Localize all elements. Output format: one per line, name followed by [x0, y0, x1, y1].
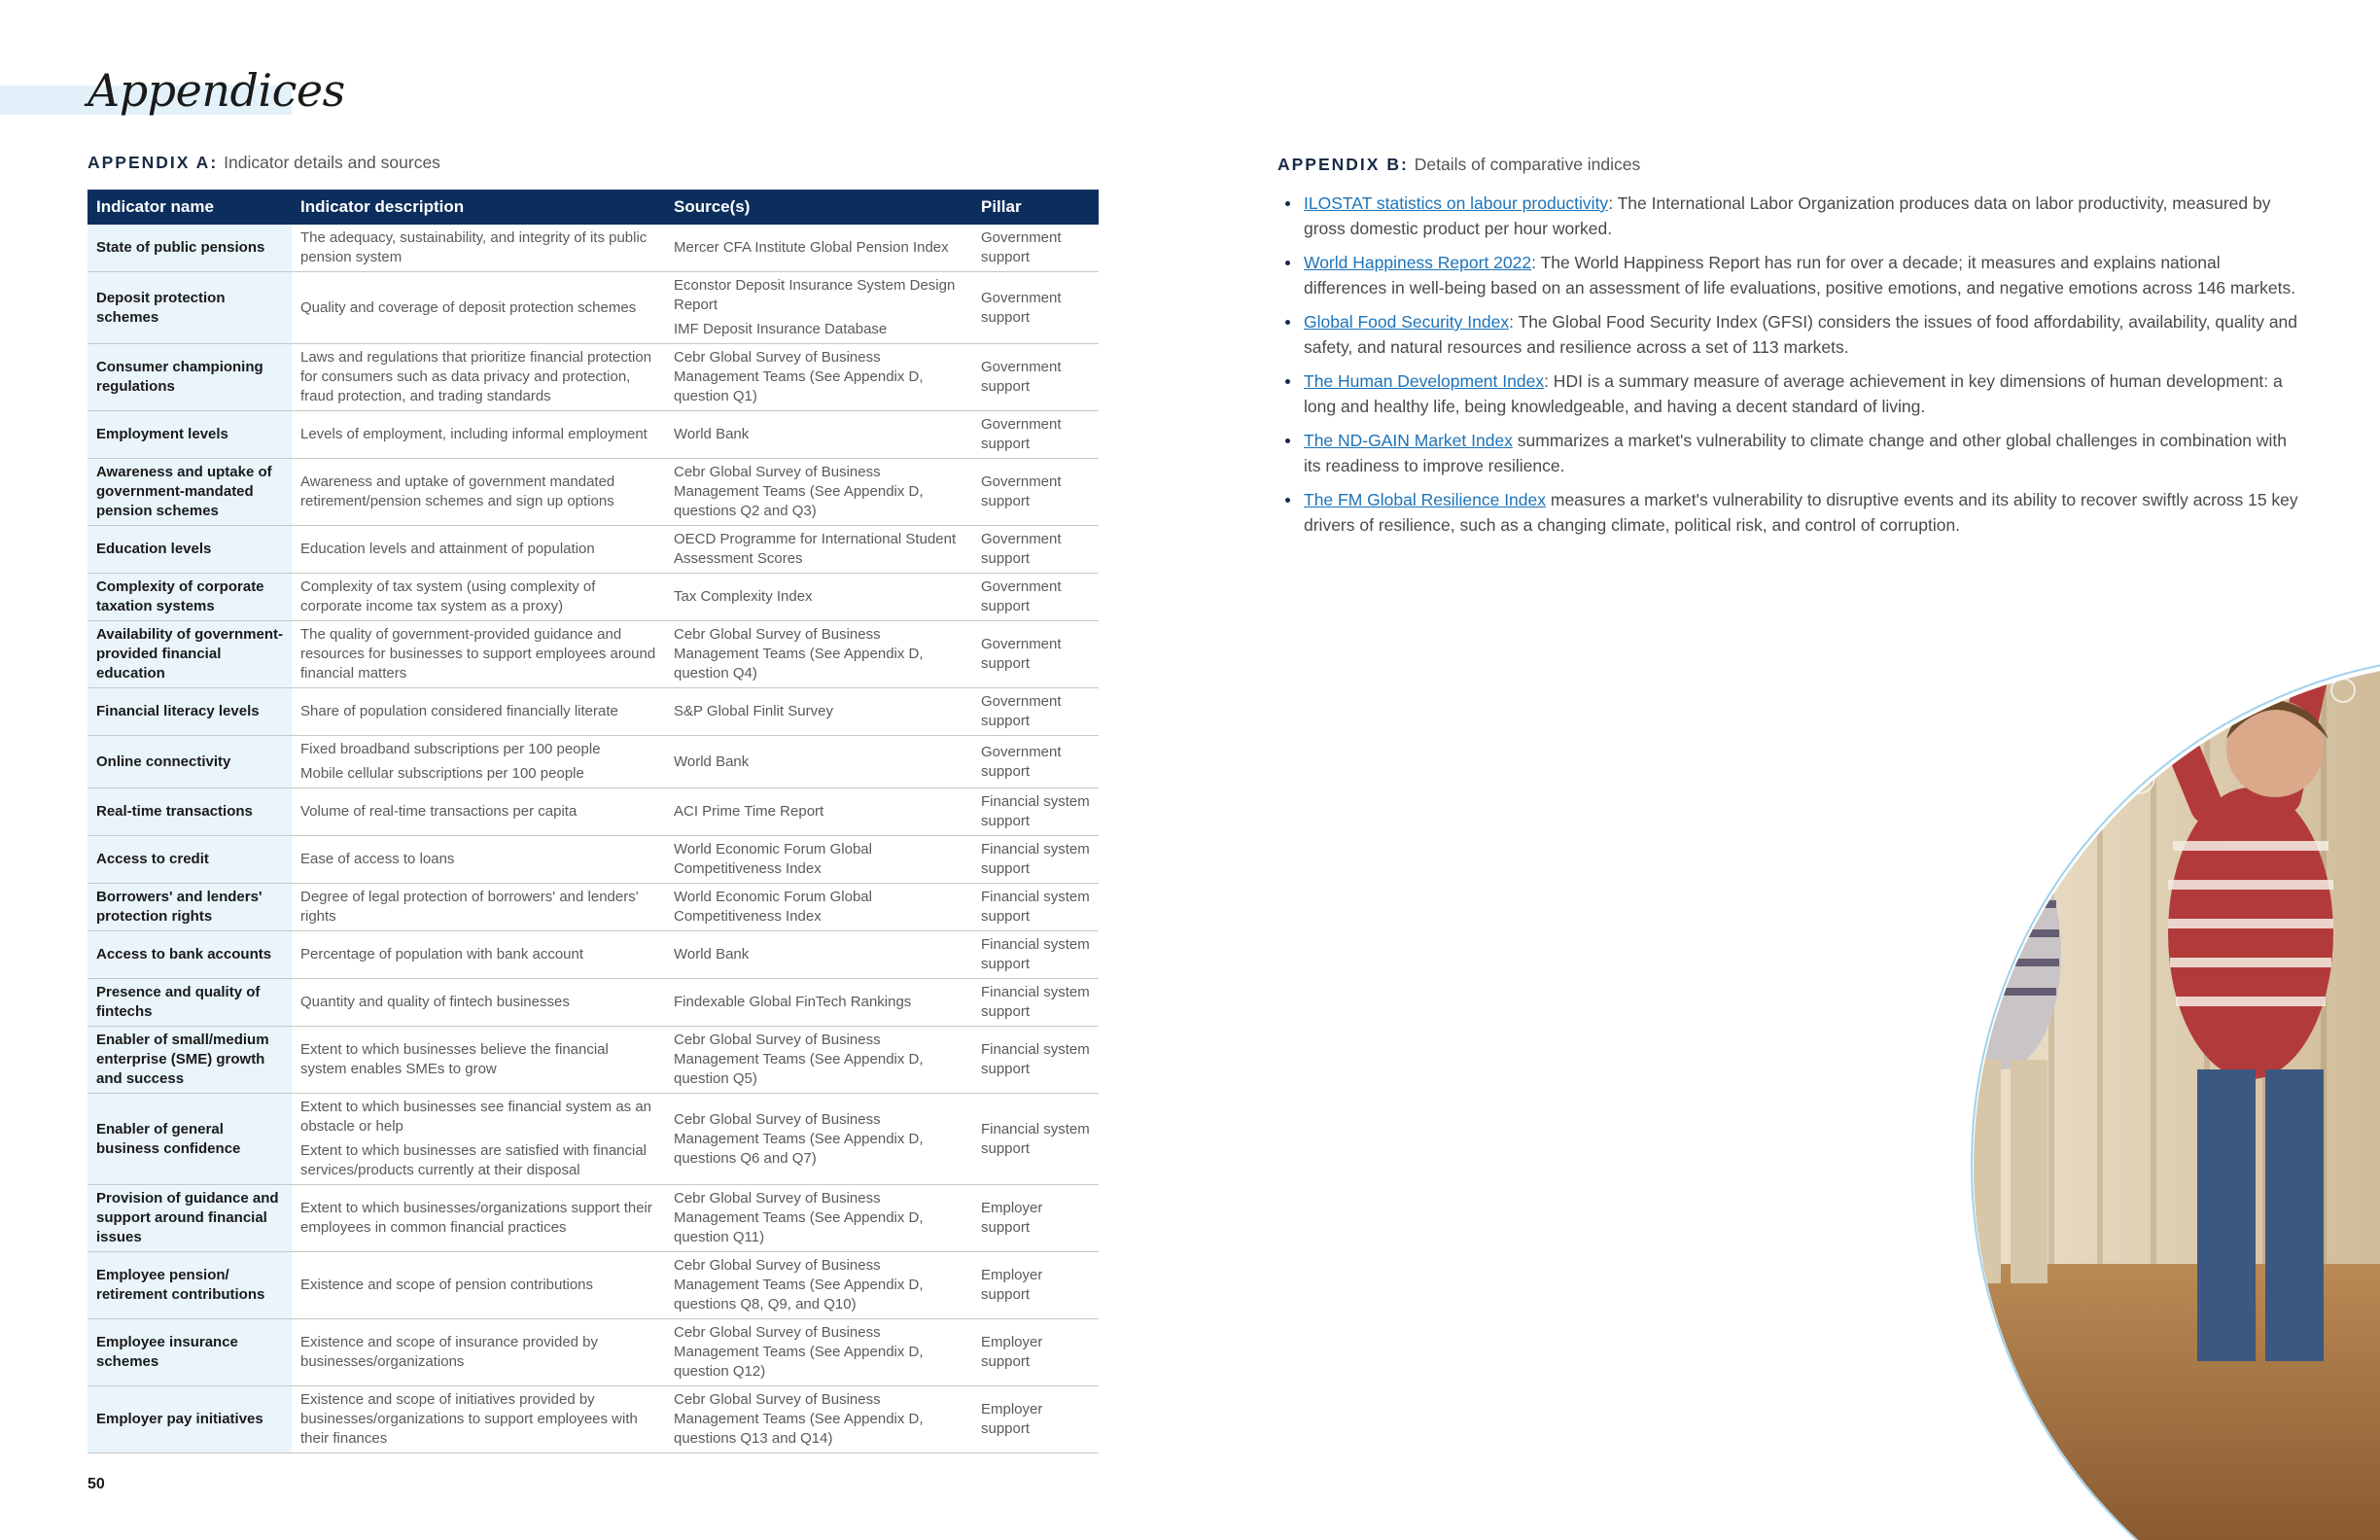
- source-cell: [665, 1027, 972, 1094]
- pillar-cell: Financial system support: [972, 788, 1099, 836]
- source-cell: [665, 979, 972, 1027]
- description-line: Quality and coverage of deposit protection schemes: [300, 298, 637, 316]
- description-line: Fixed broadband subscriptions per 100 people: [300, 741, 601, 757]
- appendix-a-heading: [88, 153, 440, 173]
- pillar-cell: Government support: [972, 736, 1099, 788]
- indicator-name-cell: Consumer championing regulations: [88, 344, 292, 411]
- pillar-cell: Financial system support: [972, 884, 1099, 931]
- indicator-description-cell: [292, 1094, 665, 1185]
- source-line: ACI Prime Time Report: [674, 803, 824, 820]
- description-line: Awareness and uptake of government mandated retirement/pension schemes and sign up options: [300, 473, 615, 509]
- pillar-cell: Employer support: [972, 1252, 1099, 1319]
- pillar-cell: Government support: [972, 411, 1099, 459]
- source-line: Cebr Global Survey of Business Management Teams (See Appendix D, questions Q2 and Q3): [674, 464, 924, 519]
- indicator-description-cell: [292, 225, 665, 272]
- appendix-b-heading: [1278, 155, 1640, 175]
- indicator-description-cell: [292, 884, 665, 931]
- pillar-cell: Government support: [972, 688, 1099, 736]
- indicator-name-cell: Employee insurance schemes: [88, 1319, 292, 1386]
- pillar-cell: Financial system support: [972, 836, 1099, 884]
- source-cell: [665, 1386, 972, 1453]
- description-line: Percentage of population with bank account: [300, 946, 584, 962]
- description-line: Ease of access to loans: [300, 851, 455, 867]
- description-line: Education levels and attainment of population: [300, 541, 595, 557]
- source-cell: [665, 688, 972, 736]
- index-description: : The World Happiness Report has run for over a decade; it measures and explains national differences in well-being based on an assessment of life evaluations, positive emotions, and negative emotions across 146 markets.: [1304, 253, 2296, 298]
- table-row: [88, 1027, 1099, 1094]
- page-number: 50: [88, 1476, 105, 1492]
- source-line: Cebr Global Survey of Business Management Teams (See Appendix D, questions Q8, Q9, and Q10): [674, 1257, 924, 1312]
- source-line: Cebr Global Survey of Business Management Teams (See Appendix D, question Q11): [674, 1190, 924, 1245]
- source-cell: [665, 272, 972, 344]
- index-link[interactable]: The FM Global Resilience Index: [1304, 490, 1546, 509]
- column-header: Indicator description: [292, 190, 665, 225]
- source-cell: [665, 411, 972, 459]
- indicator-description-cell: [292, 931, 665, 979]
- indicator-description-cell: [292, 736, 665, 788]
- indicator-description-cell: [292, 272, 665, 344]
- pillar-cell: Employer support: [972, 1185, 1099, 1252]
- source-cell: [665, 836, 972, 884]
- description-line: Degree of legal protection of borrowers' and lenders' rights: [300, 889, 639, 925]
- description-line: Mobile cellular subscriptions per 100 people: [300, 765, 584, 782]
- source-line: IMF Deposit Insurance Database: [674, 321, 888, 337]
- table-row: [88, 836, 1099, 884]
- index-link[interactable]: ILOSTAT statistics on labour productivity: [1304, 193, 1609, 213]
- indicator-description-cell: [292, 344, 665, 411]
- indicator-description-cell: [292, 1185, 665, 1252]
- source-cell: [665, 788, 972, 836]
- indicator-description-cell: [292, 688, 665, 736]
- indicator-name-cell: Access to credit: [88, 836, 292, 884]
- indicator-description-cell: [292, 574, 665, 621]
- index-description: measures a market's vulnerability to disruptive events and its ability to recover swiftly across 15 key drivers of resilience, such as a changing climate, political risk, and control of corruption.: [1304, 490, 2298, 535]
- source-cell: [665, 225, 972, 272]
- description-line: Quantity and quality of fintech businesses: [300, 994, 570, 1010]
- table-row: [88, 1319, 1099, 1386]
- table-row: [88, 411, 1099, 459]
- source-cell: [665, 1185, 972, 1252]
- indicator-table: [88, 190, 1099, 1453]
- indicator-name-cell: Deposit protection schemes: [88, 272, 292, 344]
- indicator-description-cell: [292, 788, 665, 836]
- list-item: [1281, 368, 2302, 419]
- column-header: Indicator name: [88, 190, 292, 225]
- indicator-name-cell: Availability of government-provided financial education: [88, 621, 292, 688]
- description-line: Existence and scope of pension contributions: [300, 1277, 594, 1293]
- source-cell: [665, 574, 972, 621]
- source-cell: [665, 1094, 972, 1185]
- column-header: Source(s): [665, 190, 972, 225]
- appendix-b-subtitle: Details of comparative indices: [1414, 155, 1641, 174]
- index-link[interactable]: The ND-GAIN Market Index: [1304, 431, 1513, 450]
- indicator-name-cell: Access to bank accounts: [88, 931, 292, 979]
- source-cell: [665, 621, 972, 688]
- table-row: [88, 979, 1099, 1027]
- source-cell: [665, 1319, 972, 1386]
- description-line: Volume of real-time transactions per capita: [300, 803, 578, 820]
- index-description: : The Global Food Security Index (GFSI) considers the issues of food affordability, availability, quality and safety, and natural resources and resilience across a set of 113 markets.: [1304, 312, 2298, 357]
- pillar-cell: Government support: [972, 225, 1099, 272]
- indicator-description-cell: [292, 1386, 665, 1453]
- pillar-cell: Government support: [972, 272, 1099, 344]
- description-line: The quality of government-provided guidance and resources for businesses to support employees around financial matters: [300, 626, 656, 682]
- indicator-name-cell: Complexity of corporate taxation systems: [88, 574, 292, 621]
- comparative-indices-list: [1281, 191, 2302, 546]
- pillar-cell: Government support: [972, 621, 1099, 688]
- table-row: [88, 1386, 1099, 1453]
- source-line: OECD Programme for International Student Assessment Scores: [674, 531, 957, 567]
- table-row: [88, 1094, 1099, 1185]
- source-line: World Economic Forum Global Competitiveness Index: [674, 841, 872, 877]
- index-description: : The International Labor Organization produces data on labor productivity, measured by gross domestic product per hour worked.: [1304, 193, 2271, 238]
- list-item: [1281, 487, 2302, 538]
- page-title: Appendices: [88, 64, 345, 117]
- source-line: Mercer CFA Institute Global Pension Index: [674, 239, 949, 256]
- indicator-description-cell: [292, 411, 665, 459]
- list-item: [1281, 428, 2302, 478]
- pillar-cell: Government support: [972, 574, 1099, 621]
- source-line: Cebr Global Survey of Business Management Teams (See Appendix D, question Q4): [674, 626, 924, 682]
- source-line: World Bank: [674, 752, 750, 770]
- description-line: Extent to which businesses believe the financial system enables SMEs to grow: [300, 1041, 609, 1077]
- source-cell: [665, 884, 972, 931]
- source-line: Findexable Global FinTech Rankings: [674, 994, 912, 1010]
- indicator-description-cell: [292, 836, 665, 884]
- family-photo-illustration: [1458, 583, 2380, 1540]
- list-item: [1281, 191, 2302, 241]
- description-line: Existence and scope of insurance provided by businesses/organizations: [300, 1334, 599, 1370]
- indicator-name-cell: Awareness and uptake of government-mandated pension schemes: [88, 459, 292, 526]
- indicator-description-cell: [292, 621, 665, 688]
- description-line: Extent to which businesses/organizations support their employees in common financial practices: [300, 1200, 652, 1236]
- index-link[interactable]: Global Food Security Index: [1304, 312, 1510, 332]
- description-line: Share of population considered financially literate: [300, 703, 618, 719]
- pillar-cell: Financial system support: [972, 1094, 1099, 1185]
- source-line: Cebr Global Survey of Business Management Teams (See Appendix D, questions Q13 and Q14): [674, 1391, 924, 1447]
- description-line: Extent to which businesses are satisfied with financial services/products currently at their disposal: [300, 1142, 648, 1178]
- source-cell: [665, 344, 972, 411]
- table-row: [88, 344, 1099, 411]
- family-photo: [1458, 583, 2380, 1540]
- indicator-name-cell: Employment levels: [88, 411, 292, 459]
- pillar-cell: Financial system support: [972, 1027, 1099, 1094]
- table-row: [88, 736, 1099, 788]
- source-line: World Bank: [674, 426, 750, 442]
- source-cell: [665, 931, 972, 979]
- indicator-name-cell: Borrowers' and lenders' protection rights: [88, 884, 292, 931]
- column-header: Pillar: [972, 190, 1099, 225]
- description-line: Complexity of tax system (using complexity of corporate income tax system as a proxy): [300, 578, 596, 614]
- source-line: Econstor Deposit Insurance System Design Report: [674, 277, 956, 313]
- table-row: [88, 788, 1099, 836]
- pillar-cell: Financial system support: [972, 931, 1099, 979]
- appendix-a-label: APPENDIX A:: [88, 153, 219, 172]
- index-link[interactable]: The Human Development Index: [1304, 371, 1545, 391]
- description-line: Laws and regulations that prioritize financial protection for consumers such as data privacy and protection, fraud protection, and trading standards: [300, 349, 652, 404]
- description-line: Levels of employment, including informal employment: [300, 426, 648, 442]
- indicator-name-cell: Employer pay initiatives: [88, 1386, 292, 1453]
- index-link[interactable]: World Happiness Report 2022: [1304, 253, 1532, 272]
- pillar-cell: Government support: [972, 526, 1099, 574]
- source-line: Cebr Global Survey of Business Management Teams (See Appendix D, questions Q6 and Q7): [674, 1110, 924, 1167]
- indicator-name-cell: Enabler of general business confidence: [88, 1094, 292, 1185]
- source-line: Cebr Global Survey of Business Management Teams (See Appendix D, question Q12): [674, 1324, 924, 1380]
- source-line: S&P Global Finlit Survey: [674, 703, 833, 719]
- indicator-name-cell: Provision of guidance and support around financial issues: [88, 1185, 292, 1252]
- source-line: World Economic Forum Global Competitiveness Index: [674, 889, 872, 925]
- indicator-description-cell: [292, 1252, 665, 1319]
- indicator-name-cell: Real-time transactions: [88, 788, 292, 836]
- table-row: [88, 1252, 1099, 1319]
- index-description: summarizes a market's vulnerability to climate change and other global challenges in combination with its readiness to improve resilience.: [1304, 431, 2288, 475]
- description-line: Extent to which businesses see financial system as an obstacle or help: [300, 1099, 652, 1135]
- source-line: Cebr Global Survey of Business Management Teams (See Appendix D, question Q1): [674, 349, 924, 404]
- source-line: World Bank: [674, 946, 750, 962]
- source-cell: [665, 736, 972, 788]
- index-description: : HDI is a summary measure of average achievement in key dimensions of human development: a long and healthy life, being knowledgeable, and having a decent standard of living.: [1304, 371, 2283, 416]
- source-line: Tax Complexity Index: [674, 588, 813, 605]
- table-row: [88, 526, 1099, 574]
- table-row: [88, 574, 1099, 621]
- indicator-name-cell: Online connectivity: [88, 736, 292, 788]
- table-row: [88, 884, 1099, 931]
- pillar-cell: Employer support: [972, 1319, 1099, 1386]
- appendix-b-label: APPENDIX B:: [1278, 155, 1409, 174]
- table-row: [88, 1185, 1099, 1252]
- indicator-name-cell: Financial literacy levels: [88, 688, 292, 736]
- source-cell: [665, 459, 972, 526]
- description-line: The adequacy, sustainability, and integrity of its public pension system: [300, 229, 648, 265]
- indicator-description-cell: [292, 979, 665, 1027]
- source-line: Cebr Global Survey of Business Management Teams (See Appendix D, question Q5): [674, 1032, 924, 1087]
- indicator-description-cell: [292, 1027, 665, 1094]
- table-row: [88, 459, 1099, 526]
- indicator-name-cell: Enabler of small/medium enterprise (SME) growth and success: [88, 1027, 292, 1094]
- table-row: [88, 272, 1099, 344]
- list-item: [1281, 309, 2302, 360]
- indicator-name-cell: Education levels: [88, 526, 292, 574]
- table-row: [88, 931, 1099, 979]
- indicator-name-cell: State of public pensions: [88, 225, 292, 272]
- table-row: [88, 225, 1099, 272]
- pillar-cell: Employer support: [972, 1386, 1099, 1453]
- indicator-description-cell: [292, 526, 665, 574]
- table-row: [88, 688, 1099, 736]
- indicator-description-cell: [292, 459, 665, 526]
- source-cell: [665, 526, 972, 574]
- source-cell: [665, 1252, 972, 1319]
- indicator-name-cell: Presence and quality of fintechs: [88, 979, 292, 1027]
- pillar-cell: Financial system support: [972, 979, 1099, 1027]
- indicator-description-cell: [292, 1319, 665, 1386]
- table-header-row: [88, 190, 1099, 225]
- pillar-cell: Government support: [972, 459, 1099, 526]
- list-item: [1281, 250, 2302, 300]
- appendix-a-subtitle: Indicator details and sources: [224, 153, 440, 172]
- description-line: Existence and scope of initiatives provided by businesses/organizations to support employees with their finances: [300, 1391, 638, 1447]
- pillar-cell: Government support: [972, 344, 1099, 411]
- indicator-name-cell: Employee pension/ retirement contributions: [88, 1252, 292, 1319]
- table-row: [88, 621, 1099, 688]
